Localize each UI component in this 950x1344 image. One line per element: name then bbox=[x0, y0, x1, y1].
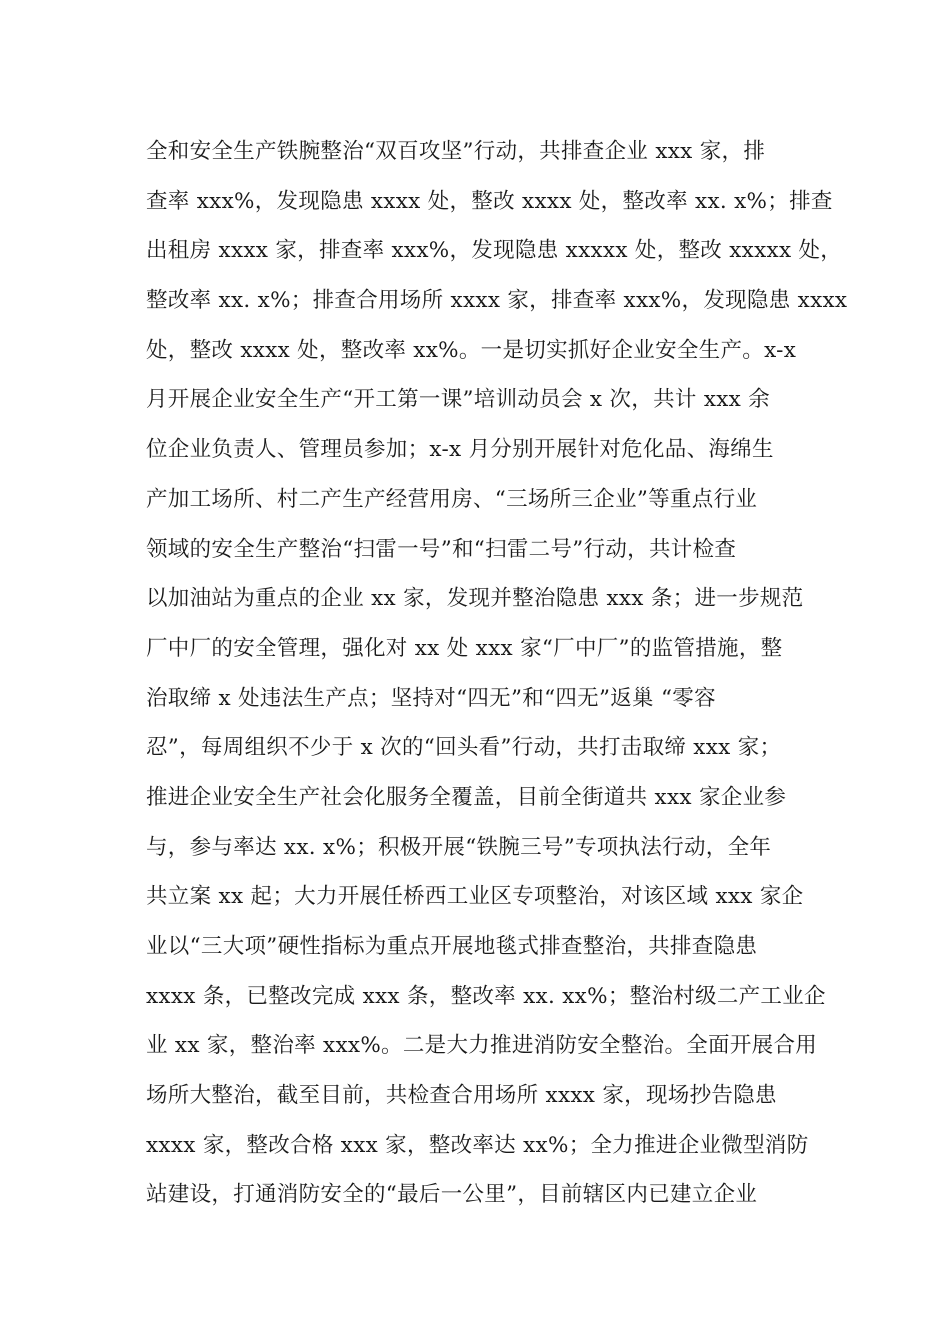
text-line: 查率 xxx%，发现隐患 xxxx 处，整改 xxxx 处，整改率 xx. x%；排查 bbox=[146, 188, 833, 214]
body-text bbox=[146, 132, 848, 1225]
text-line: 场所大整治，截至目前，共检查合用场所 xxxx 家，现场抄告隐患 bbox=[146, 1083, 777, 1109]
text-line: 治取缔 x 处违法生产点；坚持对“四无”和“四无”返巢 “零容 bbox=[146, 685, 716, 711]
text-line: 全和安全生产铁腕整治“双百攻坚”行动，共排查企业 xxx 家，排 bbox=[146, 139, 766, 164]
text-line: xxxx 家，整改合格 xxx 家，整改率达 xx%；全力推进企业微型消防 bbox=[146, 1132, 809, 1158]
text-line: 与，参与率达 xx. x%；积极开展“铁腕三号”专项执法行动，全年 bbox=[146, 834, 772, 860]
text-line: 业 xx 家，整治率 xxx%。二是大力推进消防安全整治。全面开展合用 bbox=[146, 1033, 818, 1059]
text-line: 产加工场所、村二产生产经营用房、“三场所三企业”等重点行业 bbox=[146, 486, 758, 512]
text-line: 出租房 xxxx 家，排查率 xxx%，发现隐患 xxxxx 处，整改 xxxxx 处， bbox=[146, 238, 843, 264]
text-line: 以加油站为重点的企业 xx 家，发现并整治隐患 xxx 条；进一步规范 bbox=[146, 586, 804, 612]
text-line: 站建设，打通消防安全的“最后一公里”，目前辖区内已建立企业 bbox=[146, 1182, 758, 1208]
text-line: 处，整改 xxxx 处，整改率 xx%。一是切实抓好企业安全生产。x-x bbox=[146, 337, 797, 363]
text-line: 领域的安全生产整治“扫雷一号”和“扫雷二号”行动，共计检查 bbox=[146, 536, 737, 562]
text-line: xxxx 条，已整改完成 xxx 条，整改率 xx. xx%；整治村级二产工业企 bbox=[146, 983, 826, 1009]
text-line: 忍”，每周组织不少于 x 次的“回头看”行动，共打击取缔 xxx 家； bbox=[146, 735, 782, 761]
text-line: 共立案 xx 起；大力开展任桥西工业区专项整治，对该区域 xxx 家企 bbox=[146, 884, 804, 910]
text-line: 业以“三大项”硬性指标为重点开展地毯式排查整治，共排查隐患 bbox=[146, 934, 758, 959]
text-line: 位企业负责人、管理员参加；x-x 月分别开展针对危化品、海绵生 bbox=[146, 437, 774, 463]
text-line: 厂中厂的安全管理，强化对 xx 处 xxx 家“厂中厂”的监管措施，整 bbox=[146, 635, 783, 661]
text-line: 月开展企业安全生产“开工第一课”培训动员会 x 次，共计 xxx 余 bbox=[146, 387, 771, 413]
text-line: 整改率 xx. x%；排查合用场所 xxxx 家，排查率 xxx%，发现隐患 xxxx bbox=[146, 288, 848, 314]
text-line: 推进企业安全生产社会化服务全覆盖，目前全街道共 xxx 家企业参 bbox=[146, 784, 787, 810]
